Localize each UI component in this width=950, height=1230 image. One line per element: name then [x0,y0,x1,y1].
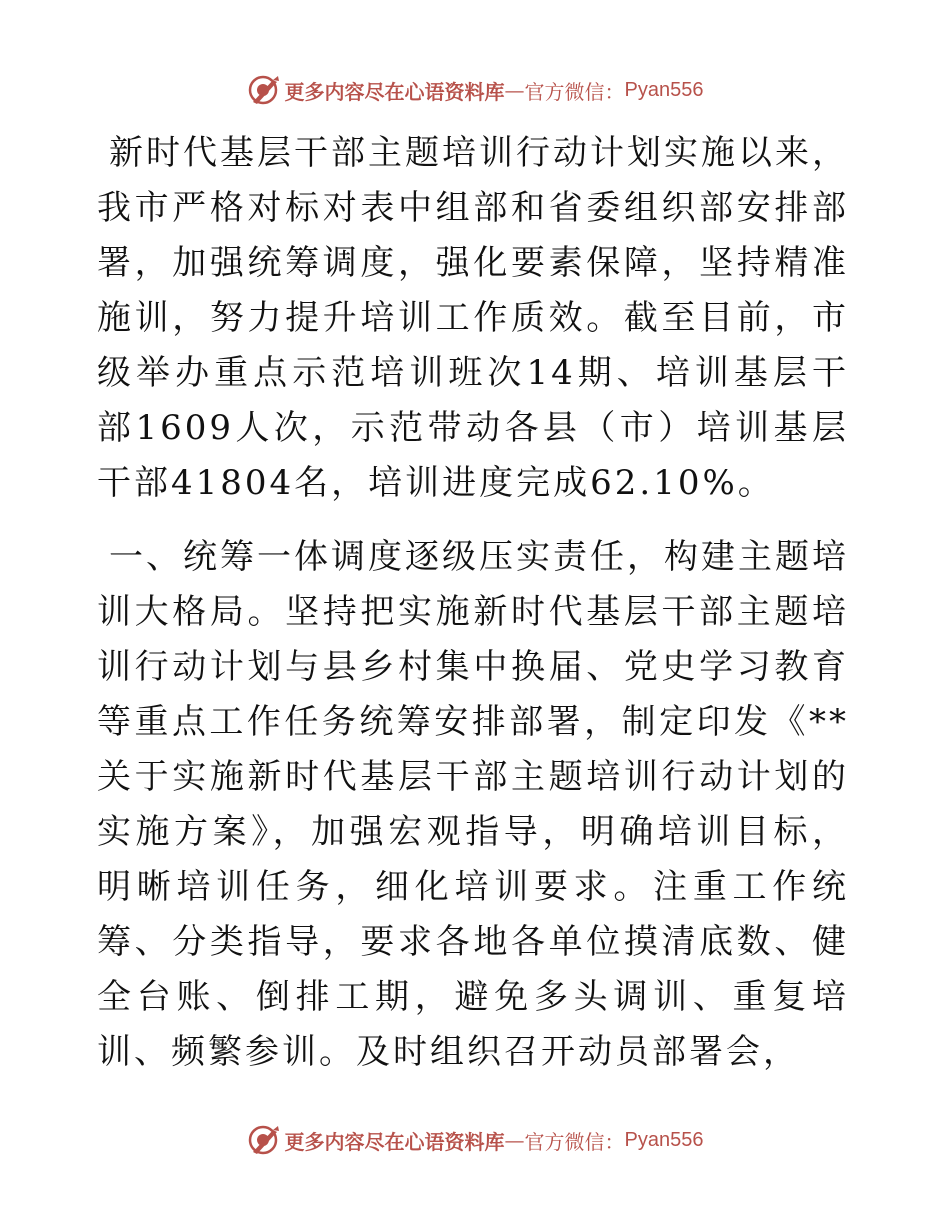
pen-logo-icon [247,1123,281,1157]
watermark-footer [0,1120,950,1160]
watermark-wechat-label: 官方微信： [524,79,625,104]
watermark-brand: 更多内容尽在心语资料库 [284,79,505,104]
pen-logo-icon [247,73,281,107]
watermark-separator: — [504,1128,525,1152]
document-body [97,126,849,1080]
watermark-wechat-id: Pyan556 [624,1128,704,1151]
paragraph-intro: 新时代基层干部主题培训行动计划实施以来，我市严格对标对表中组部和省委组织部安排部署，加强统筹调度，强化要素保障，坚持精准施训，努力提升培训工作质效。截至目前，市级举办重点示范培训班次14期、培训基层干部1609人次，示范带动各县（市）培训基层干部41804名，培训进度完成62.10%。 [97,133,849,503]
watermark-brand: 更多内容尽在心语资料库 [284,1129,505,1154]
watermark-wechat-label: 官方微信： [524,1129,625,1154]
watermark-header [0,70,950,110]
paragraph-section-1: 一、统筹一体调度逐级压实责任，构建主题培训大格局。坚持把实施新时代基层干部主题培训行动计划与县乡村集中换届、党史学习教育等重点工作任务统筹安排部署，制定印发《**关于实施新时代基层干部主题培训行动计划的实施方案》，加强宏观指导，明确培训目标，明晰培训任务，细化培训要求。注重工作统筹、分类指导，要求各地各单位摸清底数、健全台账、倒排工期，避免多头调训、重复培训、频繁参训。及时组织召开动员部署会， [97,537,849,1072]
watermark-wechat-id: Pyan556 [624,78,704,101]
watermark-separator: — [504,78,525,102]
